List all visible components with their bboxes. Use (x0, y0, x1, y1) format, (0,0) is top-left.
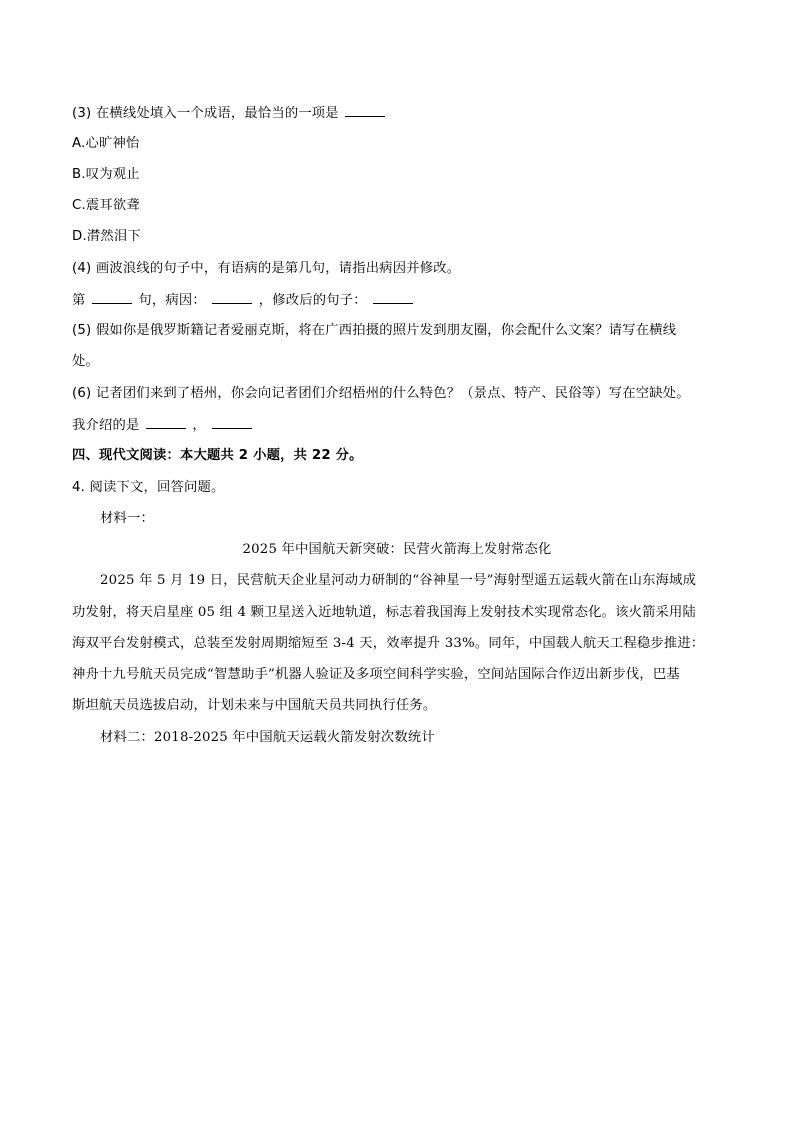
answer-blank-2[interactable] (212, 416, 252, 429)
answer-blank-sentence-number[interactable] (92, 291, 132, 304)
material-1-title: 2025 年中国航天新突破：民营火箭海上发射常态化 (242, 542, 552, 557)
question-5-line-1: (5) 假如你是俄罗斯籍记者爱丽克斯，将在广西拍摄的照片发到朋友圈，你会配什么文案？请写在横线 (72, 323, 677, 338)
material-1-paragraph-line: 2025 年 5 月 19 日，民营航天企业星河动力研制的“谷神星一号”海射型遥五运载火箭在山东海域成 (100, 573, 697, 588)
answer-blank-1[interactable] (146, 416, 186, 429)
answer-blank-revision[interactable] (373, 291, 413, 304)
section-heading: 四、现代文阅读：本大题共 2 小题，共 22 分。 (72, 448, 363, 463)
question-4-main-stem: 4. 阅读下文，回答问题。 (72, 480, 225, 495)
answer-prefix: 第 (72, 293, 86, 308)
answer-blank[interactable] (345, 104, 385, 117)
answer-label-revision: ，修改后的句子： (258, 293, 367, 308)
question-3-text: (3) 在横线处填入一个成语，最恰当的一项是 (72, 106, 339, 121)
question-6-answer-line (72, 416, 254, 435)
question-6-line-1: (6) 记者团们来到了梧州，你会向记者团们介绍梧州的什么特色？（景点、特产、民俗等）写在空缺处。 (72, 386, 690, 401)
material-1-paragraph-line: 斯坦航天员选拔启动，计划未来与中国航天员共同执行任务。 (72, 698, 437, 713)
answer-separator: ， (192, 418, 206, 433)
option-a: A.心旷神怡 (72, 136, 140, 151)
answer-prefix: 我介绍的是 (72, 418, 140, 433)
question-3-stem (72, 104, 387, 123)
option-d: D.潸然泪下 (72, 229, 141, 244)
question-5-line-2: 处。 (72, 354, 99, 369)
answer-blank-cause[interactable] (212, 291, 252, 304)
question-4-stem: (4) 画波浪线的句子中，有语病的是第几句，请指出病因并修改。 (72, 261, 461, 276)
material-1-label: 材料一： (100, 511, 154, 526)
material-2-label: 材料二：2018-2025 年中国航天运载火箭发射次数统计 (100, 730, 435, 745)
option-c: C.震耳欲聋 (72, 198, 140, 213)
option-b: B.叹为观止 (72, 167, 140, 182)
material-1-paragraph-line: 神舟十九号航天员完成“智慧助手”机器人验证及多项空间科学实验，空间站国际合作迈出新步伐，巴基 (72, 667, 680, 682)
material-1-paragraph-line: 海双平台发射模式，总装至发射周期缩短至 3-4 天，效率提升 33%。同年，中国载人航天工程稳步推进： (72, 636, 705, 651)
answer-label-cause: 句，病因： (138, 293, 206, 308)
question-4-answer-line (72, 291, 415, 310)
material-1-paragraph-line: 功发射，将天启星座 05 组 4 颗卫星送入近地轨道，标志着我国海上发射技术实现常态化。该火箭采用陆 (72, 605, 697, 620)
